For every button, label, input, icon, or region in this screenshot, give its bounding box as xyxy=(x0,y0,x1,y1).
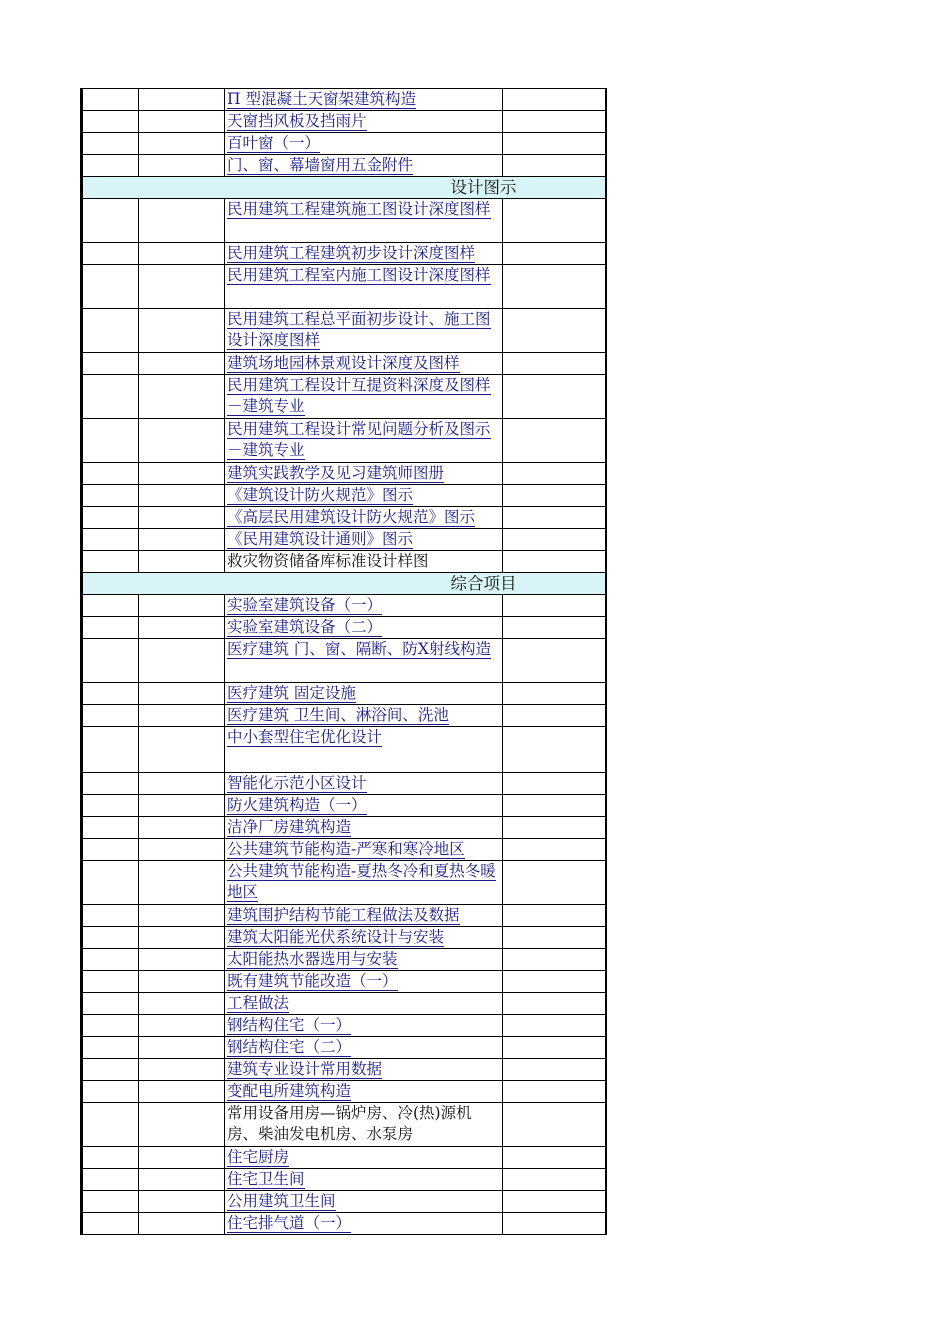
table-row xyxy=(82,1103,606,1147)
table-row xyxy=(82,795,606,817)
title-link[interactable]: 中小套型住宅优化设计 xyxy=(227,728,383,746)
cell-index[interactable] xyxy=(82,1213,139,1235)
table-row xyxy=(82,1213,606,1235)
cell-title[interactable] xyxy=(225,507,503,529)
table-row xyxy=(82,1169,606,1191)
cell-code[interactable] xyxy=(139,309,225,353)
cell-note[interactable] xyxy=(503,773,606,795)
table-row xyxy=(82,705,606,727)
cell-index[interactable] xyxy=(82,507,139,529)
cell-code[interactable] xyxy=(139,927,225,949)
cell-title[interactable] xyxy=(225,133,503,155)
cell-note[interactable] xyxy=(503,861,606,905)
cell-title[interactable] xyxy=(225,595,503,617)
cell-index[interactable] xyxy=(82,705,139,727)
cell-title[interactable] xyxy=(225,375,503,419)
cell-code[interactable] xyxy=(139,485,225,507)
table-row xyxy=(82,353,606,375)
title-link[interactable]: 公共建筑节能构造-夏热冬冷和夏热冬暖地区 xyxy=(227,862,496,901)
cell-code[interactable] xyxy=(139,1037,225,1059)
title-link[interactable]: 住宅厨房 xyxy=(227,1148,290,1166)
cell-note[interactable] xyxy=(503,485,606,507)
cell-index[interactable] xyxy=(82,949,139,971)
title-link[interactable]: 建筑实践教学及见习建筑师图册 xyxy=(227,464,445,482)
cell-code[interactable] xyxy=(139,1103,225,1147)
title-link[interactable]: 民用建筑工程建筑初步设计深度图样 xyxy=(227,244,476,262)
cell-title[interactable] xyxy=(225,529,503,551)
cell-code[interactable] xyxy=(139,1059,225,1081)
section-header-row xyxy=(82,573,606,595)
cell-code[interactable] xyxy=(139,705,225,727)
cell-title xyxy=(225,1103,503,1147)
table-row xyxy=(82,419,606,463)
cell-title[interactable] xyxy=(225,1081,503,1103)
cell-code[interactable] xyxy=(139,773,225,795)
cell-index[interactable] xyxy=(82,463,139,485)
table-row xyxy=(82,1059,606,1081)
cell-index[interactable] xyxy=(82,199,139,243)
title-link[interactable]: 智能化示范小区设计 xyxy=(227,774,367,792)
cell-index[interactable] xyxy=(82,1059,139,1081)
title-link[interactable]: 钢结构住宅（二） xyxy=(227,1038,352,1056)
cell-code[interactable] xyxy=(139,839,225,861)
cell-code[interactable] xyxy=(139,551,225,573)
cell-code[interactable] xyxy=(139,419,225,463)
title-link[interactable]: 建筑场地园林景观设计深度及图样 xyxy=(227,354,460,372)
table-row xyxy=(82,905,606,927)
cell-code[interactable] xyxy=(139,529,225,551)
cell-note[interactable] xyxy=(503,133,606,155)
title-link[interactable]: 民用建筑工程室内施工图设计深度图样 xyxy=(227,266,491,284)
title-link[interactable]: 公共建筑节能构造-严寒和寒冷地区 xyxy=(227,840,465,858)
cell-title[interactable] xyxy=(225,861,503,905)
title-link[interactable]: 建筑太阳能光伏系统设计与安装 xyxy=(227,928,445,946)
section-header-row xyxy=(82,177,606,199)
cell-title[interactable] xyxy=(225,1015,503,1037)
table-row xyxy=(82,199,606,243)
cell-index[interactable] xyxy=(82,243,139,265)
section-header: 综合项目 xyxy=(82,573,606,595)
table-row xyxy=(82,971,606,993)
cell-code[interactable] xyxy=(139,353,225,375)
cell-title[interactable] xyxy=(225,1147,503,1169)
cell-index[interactable] xyxy=(82,265,139,309)
table-row xyxy=(82,111,606,133)
title-link[interactable]: 实验室建筑设备（一） xyxy=(227,596,383,614)
cell-code[interactable] xyxy=(139,795,225,817)
title-link[interactable]: 《民用建筑设计通则》图示 xyxy=(227,530,414,548)
cell-index[interactable] xyxy=(82,683,139,705)
table-row xyxy=(82,683,606,705)
cell-note[interactable] xyxy=(503,1059,606,1081)
cell-note[interactable] xyxy=(503,1103,606,1147)
table-row xyxy=(82,1037,606,1059)
cell-note[interactable] xyxy=(503,927,606,949)
cell-code[interactable] xyxy=(139,133,225,155)
cell-index[interactable] xyxy=(82,1081,139,1103)
section-header: 设计图示 xyxy=(82,177,606,199)
title-link[interactable]: 住宅卫生间 xyxy=(227,1170,305,1188)
cell-note[interactable] xyxy=(503,949,606,971)
cell-note[interactable] xyxy=(503,1037,606,1059)
cell-title xyxy=(225,551,503,573)
title-link[interactable]: 建筑围护结构节能工程做法及数据 xyxy=(227,906,460,924)
cell-code[interactable] xyxy=(139,1015,225,1037)
cell-index[interactable] xyxy=(82,155,139,177)
cell-note[interactable] xyxy=(503,265,606,309)
cell-note[interactable] xyxy=(503,817,606,839)
table-row xyxy=(82,1015,606,1037)
cell-title[interactable] xyxy=(225,839,503,861)
cell-title[interactable] xyxy=(225,683,503,705)
title-link[interactable]: 防火建筑构造（一） xyxy=(227,796,367,814)
cell-code[interactable] xyxy=(139,1213,225,1235)
title-link[interactable]: 住宅排气道（一） xyxy=(227,1214,352,1232)
title-link[interactable]: П 型混凝土天窗架建筑构造 xyxy=(227,90,416,108)
title-link[interactable]: 民用建筑工程设计常见问题分析及图示－建筑专业 xyxy=(227,420,491,459)
title-link[interactable]: 医疗建筑 卫生间、淋浴间、洗池 xyxy=(227,706,449,724)
cell-title[interactable] xyxy=(225,309,503,353)
cell-title[interactable] xyxy=(225,199,503,243)
table-row xyxy=(82,639,606,683)
cell-index[interactable] xyxy=(82,309,139,353)
cell-note[interactable] xyxy=(503,199,606,243)
table-row xyxy=(82,727,606,773)
cell-title[interactable] xyxy=(225,1059,503,1081)
cell-code[interactable] xyxy=(139,243,225,265)
cell-title[interactable] xyxy=(225,993,503,1015)
cell-code[interactable] xyxy=(139,817,225,839)
cell-code[interactable] xyxy=(139,1191,225,1213)
cell-index[interactable] xyxy=(82,1015,139,1037)
title-link[interactable]: 民用建筑工程设计互提资料深度及图样－建筑专业 xyxy=(227,376,491,415)
title-link[interactable]: 太阳能热水器选用与安装 xyxy=(227,950,398,968)
cell-index[interactable] xyxy=(82,617,139,639)
title-text: 常用设备用房—锅炉房、冷(热)源机房、柴油发电机房、水泵房 xyxy=(227,1104,472,1143)
table-row xyxy=(82,773,606,795)
cell-note[interactable] xyxy=(503,1081,606,1103)
cell-note[interactable] xyxy=(503,111,606,133)
cell-index[interactable] xyxy=(82,1037,139,1059)
title-link[interactable]: 既有建筑节能改造（一） xyxy=(227,972,398,990)
cell-index[interactable] xyxy=(82,595,139,617)
table-row xyxy=(82,617,606,639)
table-row xyxy=(82,243,606,265)
cell-note[interactable] xyxy=(503,1191,606,1213)
title-link[interactable]: 公用建筑卫生间 xyxy=(227,1192,336,1210)
cell-note[interactable] xyxy=(503,795,606,817)
cell-note[interactable] xyxy=(503,683,606,705)
cell-title[interactable] xyxy=(225,155,503,177)
table-row xyxy=(82,133,606,155)
table-row xyxy=(82,949,606,971)
cell-note[interactable] xyxy=(503,993,606,1015)
cell-code[interactable] xyxy=(139,727,225,773)
cell-note[interactable] xyxy=(503,839,606,861)
spreadsheet-table xyxy=(80,88,607,1235)
title-link[interactable]: 变配电所建筑构造 xyxy=(227,1082,352,1100)
cell-note[interactable] xyxy=(503,617,606,639)
cell-index[interactable] xyxy=(82,353,139,375)
cell-note[interactable] xyxy=(503,551,606,573)
table-row xyxy=(82,529,606,551)
cell-note[interactable] xyxy=(503,595,606,617)
title-link[interactable]: 百叶窗（一） xyxy=(227,134,321,152)
cell-note[interactable] xyxy=(503,705,606,727)
cell-index[interactable] xyxy=(82,639,139,683)
cell-index[interactable] xyxy=(82,133,139,155)
cell-note[interactable] xyxy=(503,419,606,463)
cell-code[interactable] xyxy=(139,905,225,927)
table-row xyxy=(82,463,606,485)
cell-code[interactable] xyxy=(139,89,225,111)
cell-index[interactable] xyxy=(82,861,139,905)
cell-code[interactable] xyxy=(139,265,225,309)
spreadsheet-body xyxy=(82,89,606,1235)
cell-index[interactable] xyxy=(82,1147,139,1169)
cell-code[interactable] xyxy=(139,111,225,133)
cell-index[interactable] xyxy=(82,817,139,839)
cell-title[interactable] xyxy=(225,485,503,507)
cell-note[interactable] xyxy=(503,309,606,353)
table-row xyxy=(82,927,606,949)
cell-note[interactable] xyxy=(503,905,606,927)
table-row xyxy=(82,861,606,905)
cell-code[interactable] xyxy=(139,639,225,683)
table-row xyxy=(82,595,606,617)
cell-index[interactable] xyxy=(82,111,139,133)
cell-title[interactable] xyxy=(225,265,503,309)
title-text: 救灾物资储备库标准设计样图 xyxy=(227,552,429,570)
cell-title[interactable] xyxy=(225,927,503,949)
cell-code[interactable] xyxy=(139,1147,225,1169)
table-row xyxy=(82,485,606,507)
cell-title[interactable] xyxy=(225,353,503,375)
cell-note[interactable] xyxy=(503,1169,606,1191)
cell-title[interactable] xyxy=(225,705,503,727)
cell-code[interactable] xyxy=(139,993,225,1015)
cell-title[interactable] xyxy=(225,1169,503,1191)
cell-note[interactable] xyxy=(503,529,606,551)
cell-index[interactable] xyxy=(82,773,139,795)
cell-title[interactable] xyxy=(225,1037,503,1059)
cell-title[interactable] xyxy=(225,463,503,485)
cell-code[interactable] xyxy=(139,617,225,639)
cell-title[interactable] xyxy=(225,1213,503,1235)
cell-note[interactable] xyxy=(503,353,606,375)
cell-index[interactable] xyxy=(82,795,139,817)
cell-title[interactable] xyxy=(225,949,503,971)
cell-code[interactable] xyxy=(139,463,225,485)
cell-code[interactable] xyxy=(139,507,225,529)
title-link[interactable]: 实验室建筑设备（二） xyxy=(227,618,383,636)
cell-title[interactable] xyxy=(225,817,503,839)
table-row xyxy=(82,507,606,529)
cell-note[interactable] xyxy=(503,639,606,683)
table-row xyxy=(82,839,606,861)
cell-code[interactable] xyxy=(139,971,225,993)
cell-code[interactable] xyxy=(139,683,225,705)
cell-index[interactable] xyxy=(82,529,139,551)
table-row xyxy=(82,551,606,573)
table-row xyxy=(82,309,606,353)
title-link[interactable]: 《建筑设计防火规范》图示 xyxy=(227,486,414,504)
cell-index[interactable] xyxy=(82,905,139,927)
cell-index[interactable] xyxy=(82,727,139,773)
cell-index[interactable] xyxy=(82,1191,139,1213)
cell-code[interactable] xyxy=(139,375,225,419)
table-row xyxy=(82,1081,606,1103)
cell-index[interactable] xyxy=(82,485,139,507)
cell-note[interactable] xyxy=(503,89,606,111)
cell-index[interactable] xyxy=(82,839,139,861)
cell-index[interactable] xyxy=(82,375,139,419)
cell-code[interactable] xyxy=(139,1169,225,1191)
cell-index[interactable] xyxy=(82,1103,139,1147)
cell-title[interactable] xyxy=(225,795,503,817)
table-row xyxy=(82,817,606,839)
cell-index[interactable] xyxy=(82,927,139,949)
cell-index[interactable] xyxy=(82,89,139,111)
title-link[interactable]: 民用建筑工程建筑施工图设计深度图样 xyxy=(227,200,491,218)
cell-note[interactable] xyxy=(503,1213,606,1235)
cell-title[interactable] xyxy=(225,243,503,265)
cell-title[interactable] xyxy=(225,905,503,927)
cell-note[interactable] xyxy=(503,155,606,177)
cell-title[interactable] xyxy=(225,89,503,111)
title-link[interactable]: 工程做法 xyxy=(227,994,290,1012)
cell-code[interactable] xyxy=(139,1081,225,1103)
cell-index[interactable] xyxy=(82,971,139,993)
title-link[interactable]: 民用建筑工程总平面初步设计、施工图设计深度图样 xyxy=(227,310,491,349)
title-link[interactable]: 建筑专业设计常用数据 xyxy=(227,1060,383,1078)
cell-title[interactable] xyxy=(225,971,503,993)
cell-note[interactable] xyxy=(503,463,606,485)
title-link[interactable]: 医疗建筑 门、窗、隔断、防X射线构造 xyxy=(227,640,491,658)
title-link[interactable]: 医疗建筑 固定设施 xyxy=(227,684,356,702)
cell-code[interactable] xyxy=(139,155,225,177)
cell-title[interactable] xyxy=(225,617,503,639)
cell-title[interactable] xyxy=(225,639,503,683)
cell-title[interactable] xyxy=(225,773,503,795)
cell-title[interactable] xyxy=(225,419,503,463)
title-link[interactable]: 洁净厂房建筑构造 xyxy=(227,818,352,836)
cell-title[interactable] xyxy=(225,1191,503,1213)
table-row xyxy=(82,1191,606,1213)
table-row xyxy=(82,375,606,419)
table-row xyxy=(82,89,606,111)
title-link[interactable]: 钢结构住宅（一） xyxy=(227,1016,352,1034)
title-link[interactable]: 《高层民用建筑设计防火规范》图示 xyxy=(227,508,476,526)
cell-code[interactable] xyxy=(139,595,225,617)
cell-index[interactable] xyxy=(82,551,139,573)
cell-note[interactable] xyxy=(503,1147,606,1169)
cell-index[interactable] xyxy=(82,993,139,1015)
cell-note[interactable] xyxy=(503,507,606,529)
table-row xyxy=(82,155,606,177)
table-row xyxy=(82,265,606,309)
cell-code[interactable] xyxy=(139,949,225,971)
title-link[interactable]: 天窗挡风板及挡雨片 xyxy=(227,112,367,130)
cell-note[interactable] xyxy=(503,1015,606,1037)
cell-index[interactable] xyxy=(82,1169,139,1191)
cell-note[interactable] xyxy=(503,971,606,993)
cell-title[interactable] xyxy=(225,111,503,133)
cell-note[interactable] xyxy=(503,243,606,265)
cell-title[interactable] xyxy=(225,727,503,773)
cell-note[interactable] xyxy=(503,727,606,773)
table-row xyxy=(82,1147,606,1169)
cell-index[interactable] xyxy=(82,419,139,463)
cell-code[interactable] xyxy=(139,199,225,243)
title-link[interactable]: 门、窗、幕墙窗用五金附件 xyxy=(227,156,414,174)
table-row xyxy=(82,993,606,1015)
cell-note[interactable] xyxy=(503,375,606,419)
cell-code[interactable] xyxy=(139,861,225,905)
